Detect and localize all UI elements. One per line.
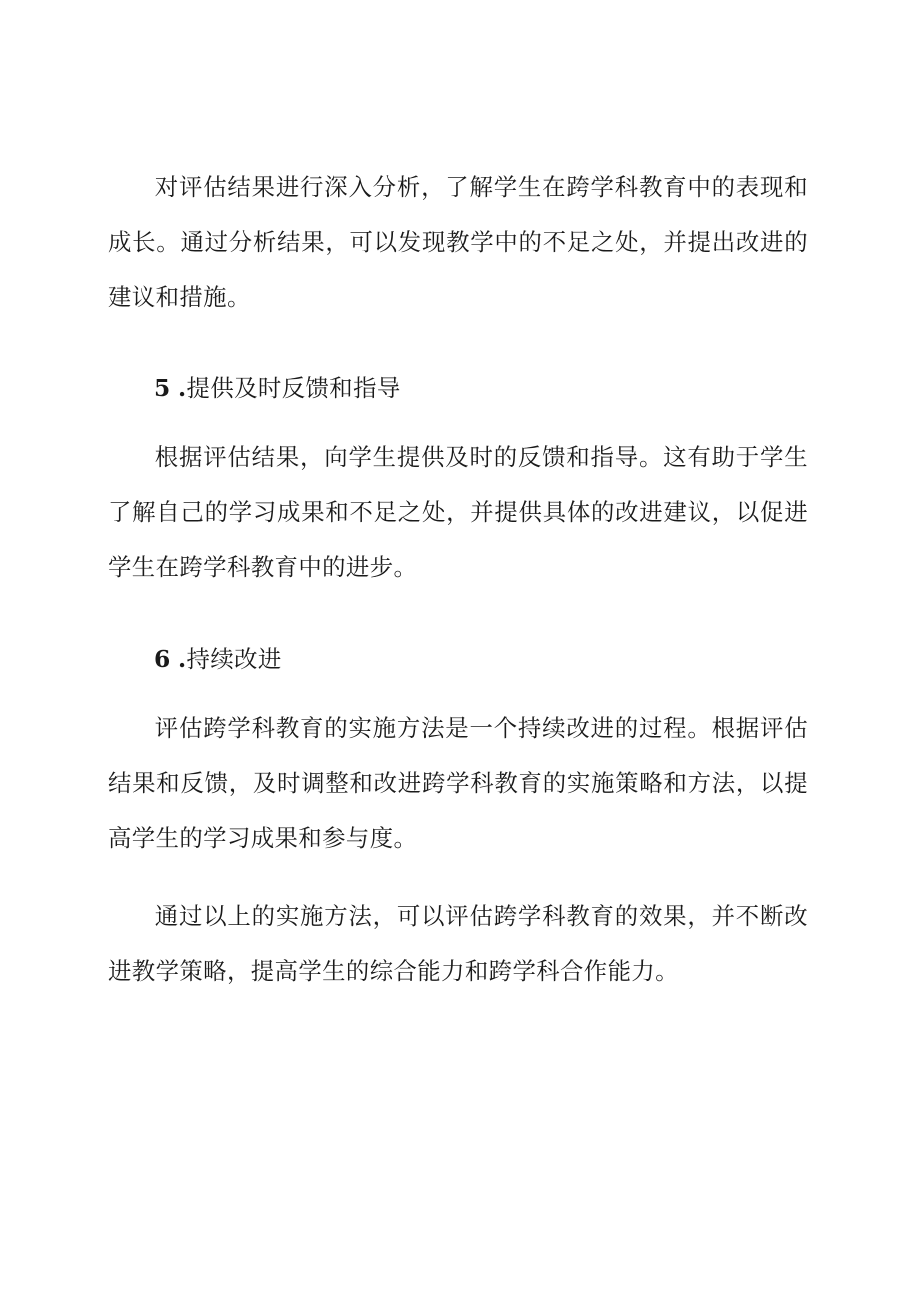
feedback-paragraph: 根据评估结果，向学生提供及时的反馈和指导。这有助于学生了解自己的学习成果和不足之处，并提供具体的改进建议，以促进学生在跨学科教育中的进步。 [108,443,808,581]
section-title: 持续改进 [186,645,282,673]
section-number: 6 [154,645,171,673]
section-dot: . [178,645,187,673]
conclusion-paragraph: 通过以上的实施方法，可以评估跨学科教育的效果，并不断改进教学策略，提高学生的综合能力和跨学科合作能力。 [108,902,808,985]
section-number: 5 [154,374,171,402]
section-title: 提供及时反馈和指导 [186,374,401,402]
improvement-paragraph: 评估跨学科教育的实施方法是一个持续改进的过程。根据评估结果和反馈，及时调整和改进跨学科教育的实施策略和方法，以提高学生的学习成果和参与度。 [108,714,808,852]
section-dot: . [178,374,187,402]
analysis-paragraph: 对评估结果进行深入分析，了解学生在跨学科教育中的表现和成长。通过分析结果，可以发现教学中的不足之处，并提出改进的建议和措施。 [108,173,808,311]
section-heading-improvement [154,644,282,674]
section-heading-feedback [154,373,401,403]
